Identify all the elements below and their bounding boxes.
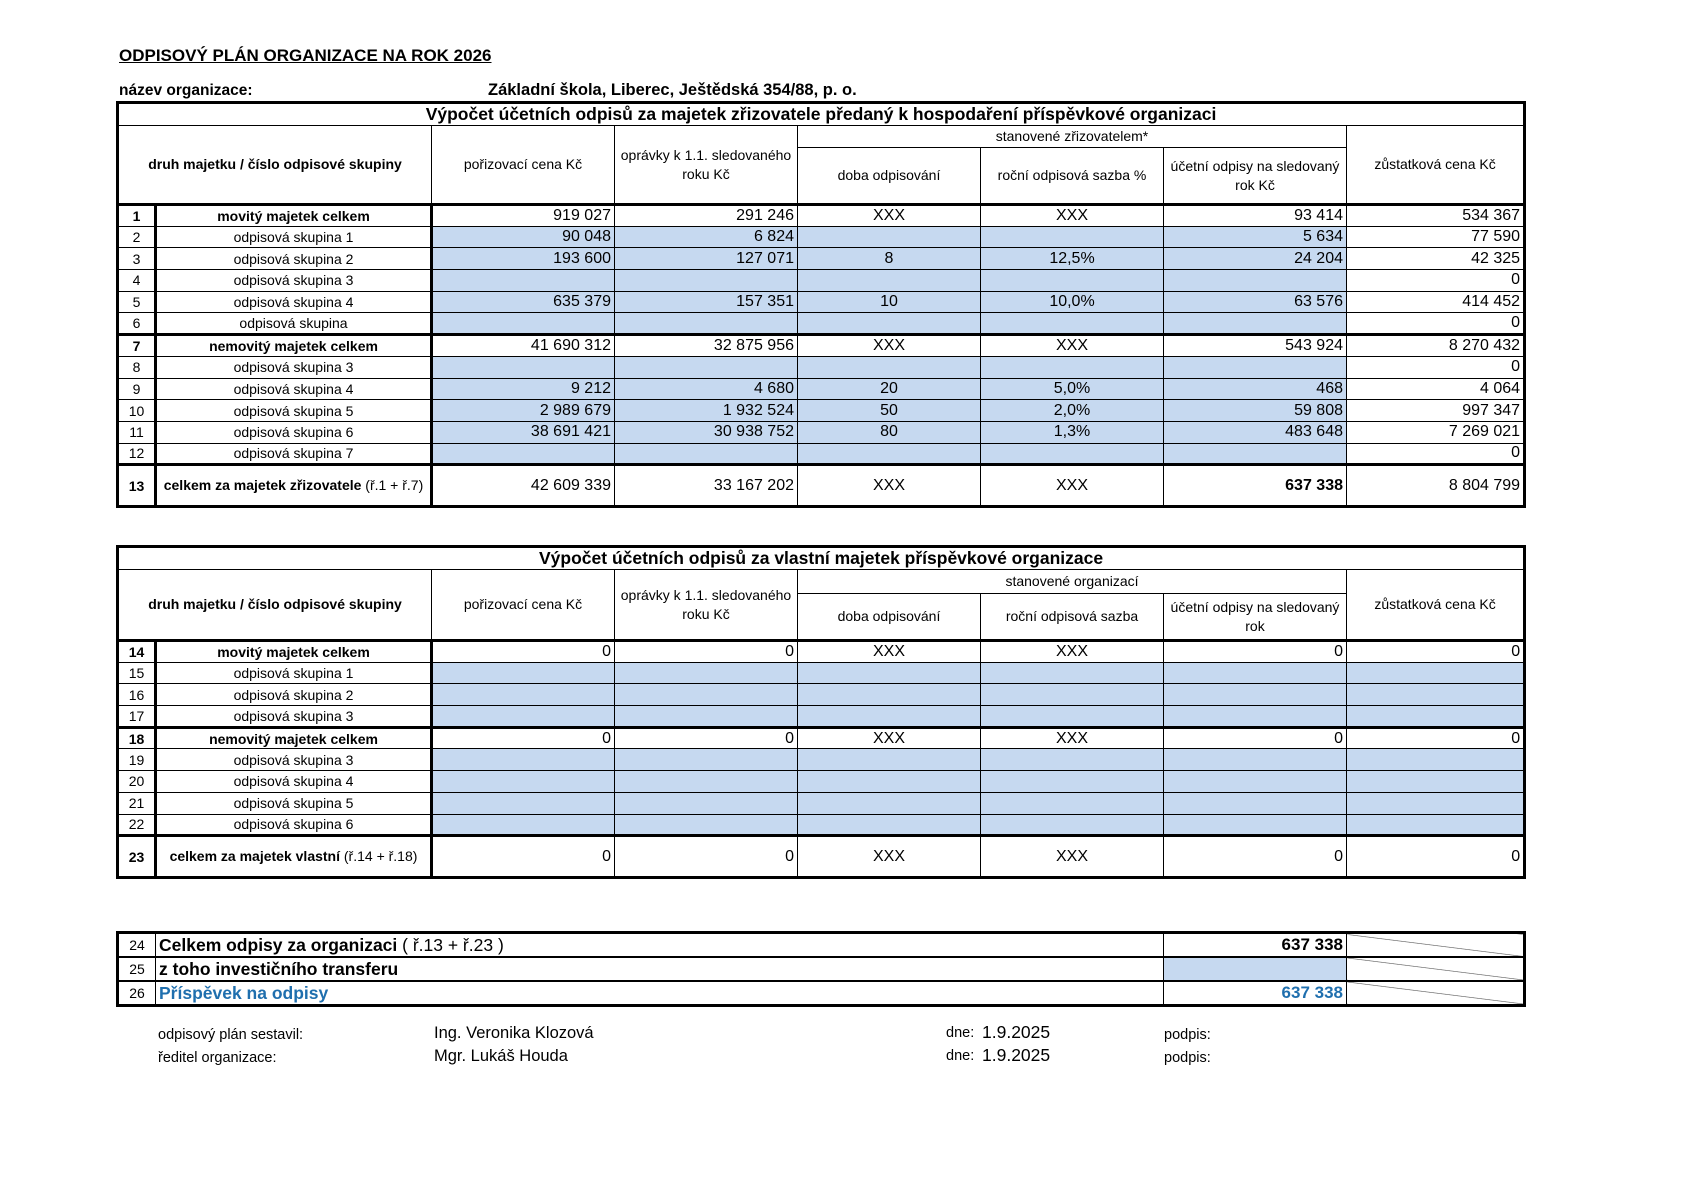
table-row (118, 641, 1525, 663)
accumulated-depreciation-cell: 0 (615, 641, 798, 663)
asset-kind: odpisová skupina 3 (156, 270, 432, 292)
header-depreciation-amount: účetní odpisy na sledovaný rok Kč (1164, 148, 1347, 205)
total-depreciation-value: 637 338 (1164, 933, 1347, 958)
table-row (118, 378, 1525, 400)
residual-value-cell: 997 347 (1347, 400, 1525, 422)
table-row (118, 291, 1525, 313)
depreciation-amount-cell[interactable] (1164, 749, 1347, 771)
asset-kind: odpisová skupina 4 (156, 291, 432, 313)
depreciation-amount-cell[interactable] (1164, 356, 1347, 378)
accumulated-depreciation-cell[interactable] (615, 814, 798, 836)
page-title: ODPISOVÝ PLÁN ORGANIZACE NA ROK 2026 (119, 46, 492, 65)
table-row (118, 443, 1525, 465)
depreciation-period-cell[interactable] (798, 313, 981, 335)
row-number: 10 (118, 400, 156, 422)
residual-value-cell[interactable] (1347, 662, 1525, 684)
acquisition-cost-cell[interactable] (432, 706, 615, 728)
crossed-cell (1347, 981, 1525, 1006)
asset-kind: odpisová skupina 1 (156, 662, 432, 684)
acquisition-cost-cell[interactable]: 9 212 (432, 378, 615, 400)
date-value: 1.9.2025 (982, 1045, 1051, 1065)
depreciation-amount-cell: 93 414 (1164, 205, 1347, 227)
date-value: 1.9.2025 (982, 1022, 1051, 1042)
header-accumulated-depreciation: oprávky k 1.1. sledovaného roku Kč (615, 570, 798, 641)
depreciation-amount-cell[interactable] (1164, 792, 1347, 814)
accumulated-depreciation-cell: 0 (615, 836, 798, 878)
accumulated-depreciation-cell[interactable] (615, 313, 798, 335)
acquisition-cost-cell: 919 027 (432, 205, 615, 227)
depreciation-amount-cell[interactable]: 483 648 (1164, 421, 1347, 443)
asset-kind: odpisová skupina 4 (156, 771, 432, 793)
row-number: 13 (118, 465, 156, 507)
annual-rate-cell[interactable]: 2,0% (981, 400, 1164, 422)
annual-rate-cell[interactable] (981, 662, 1164, 684)
date-label: dne: (946, 1048, 975, 1064)
depreciation-amount-cell[interactable]: 59 808 (1164, 400, 1347, 422)
row-number: 17 (118, 706, 156, 728)
depreciation-period-cell[interactable] (798, 792, 981, 814)
depreciation-period-cell[interactable]: 20 (798, 378, 981, 400)
header-set-by-founder: stanovené zřizovatelem* (798, 126, 1347, 148)
annual-rate-cell[interactable]: 12,5% (981, 248, 1164, 270)
depreciation-period-cell[interactable]: 8 (798, 248, 981, 270)
asset-kind: movitý majetek celkem (156, 205, 432, 227)
depreciation-period-cell[interactable] (798, 706, 981, 728)
acquisition-cost-cell[interactable] (432, 662, 615, 684)
annual-rate-cell[interactable] (981, 684, 1164, 706)
row-number: 3 (118, 248, 156, 270)
depreciation-period-cell: XXX (798, 641, 981, 663)
annual-rate-cell: XXX (981, 335, 1164, 357)
asset-kind: odpisová skupina 7 (156, 443, 432, 465)
header-depreciation-amount: účetní odpisy na sledovaný rok (1164, 594, 1347, 641)
acquisition-cost-cell[interactable]: 90 048 (432, 226, 615, 248)
asset-kind: odpisová skupina 2 (156, 684, 432, 706)
director-name: Mgr. Lukáš Houda (434, 1047, 568, 1065)
residual-value-cell: 8 804 799 (1347, 465, 1525, 507)
annual-rate-cell[interactable] (981, 270, 1164, 292)
row-number: 18 (118, 727, 156, 749)
date-label: dne: (946, 1025, 975, 1041)
acquisition-cost-cell[interactable] (432, 814, 615, 836)
investment-transfer-value[interactable] (1164, 957, 1347, 981)
asset-kind: odpisová skupina 6 (156, 421, 432, 443)
acquisition-cost-cell: 41 690 312 (432, 335, 615, 357)
asset-kind: odpisová skupina 1 (156, 226, 432, 248)
acquisition-cost-cell[interactable]: 38 691 421 (432, 421, 615, 443)
depreciation-amount-cell[interactable] (1164, 313, 1347, 335)
annual-rate-cell[interactable] (981, 356, 1164, 378)
asset-kind: odpisová skupina 3 (156, 356, 432, 378)
header-asset-kind: druh majetku / číslo odpisové skupiny (118, 126, 432, 205)
acquisition-cost-cell: 0 (432, 727, 615, 749)
depreciation-amount-cell[interactable] (1164, 270, 1347, 292)
depreciation-amount-cell[interactable]: 468 (1164, 378, 1347, 400)
asset-kind: odpisová skupina 3 (156, 749, 432, 771)
table-row (118, 400, 1525, 422)
annual-rate-cell[interactable] (981, 749, 1164, 771)
residual-value-cell: 4 064 (1347, 378, 1525, 400)
signature-label: podpis: (1164, 1050, 1211, 1066)
table-row (118, 205, 1525, 227)
residual-value-cell: 0 (1347, 356, 1525, 378)
own-assets-table (116, 545, 1526, 879)
residual-value-cell: 8 270 432 (1347, 335, 1525, 357)
acquisition-cost-cell[interactable]: 193 600 (432, 248, 615, 270)
accumulated-depreciation-cell: 33 167 202 (615, 465, 798, 507)
residual-value-cell: 534 367 (1347, 205, 1525, 227)
founder-assets-table (116, 101, 1526, 508)
row-number: 21 (118, 792, 156, 814)
compiled-by-name: Ing. Veronika Klozová (434, 1024, 594, 1042)
residual-value-cell: 0 (1347, 270, 1525, 292)
residual-value-cell: 0 (1347, 313, 1525, 335)
accumulated-depreciation-cell[interactable] (615, 270, 798, 292)
annual-rate-cell[interactable] (981, 313, 1164, 335)
residual-value-cell: 7 269 021 (1347, 421, 1525, 443)
asset-kind: odpisová skupina 3 (156, 706, 432, 728)
depreciation-contribution-value: 637 338 (1164, 981, 1347, 1006)
crossed-cell (1347, 957, 1525, 981)
row-number: 11 (118, 421, 156, 443)
annual-rate-cell: XXX (981, 641, 1164, 663)
table-row (118, 662, 1525, 684)
annual-rate-cell: XXX (981, 205, 1164, 227)
compiled-by-label: odpisový plán sestavil: (158, 1027, 304, 1043)
asset-kind: celkem za majetek vlastní (ř.14 + ř.18) (156, 836, 432, 878)
row-number: 4 (118, 270, 156, 292)
accumulated-depreciation-cell[interactable]: 127 071 (615, 248, 798, 270)
depreciation-amount-cell[interactable]: 24 204 (1164, 248, 1347, 270)
residual-value-cell: 0 (1347, 836, 1525, 878)
header-residual-value: zůstatková cena Kč (1347, 126, 1525, 205)
accumulated-depreciation-cell[interactable] (615, 356, 798, 378)
annual-rate-cell[interactable] (981, 706, 1164, 728)
residual-value-cell[interactable] (1347, 706, 1525, 728)
residual-value-cell: 42 325 (1347, 248, 1525, 270)
depreciation-amount-cell: 0 (1164, 836, 1347, 878)
annual-rate-cell[interactable]: 10,0% (981, 291, 1164, 313)
asset-kind: odpisová skupina 4 (156, 378, 432, 400)
row-number: 22 (118, 814, 156, 836)
residual-value-cell[interactable] (1347, 684, 1525, 706)
acquisition-cost-cell: 0 (432, 641, 615, 663)
asset-kind: nemovitý majetek celkem (156, 727, 432, 749)
annual-rate-cell[interactable]: 5,0% (981, 378, 1164, 400)
table-row (118, 706, 1525, 728)
row-number: 26 (118, 981, 156, 1006)
asset-kind: movitý majetek celkem (156, 641, 432, 663)
signature-label: podpis: (1164, 1027, 1211, 1043)
acquisition-cost-cell: 42 609 339 (432, 465, 615, 507)
depreciation-period-cell[interactable] (798, 270, 981, 292)
depreciation-period-cell[interactable] (798, 684, 981, 706)
residual-value-cell[interactable] (1347, 771, 1525, 793)
accumulated-depreciation-cell[interactable] (615, 443, 798, 465)
annual-rate-cell[interactable] (981, 771, 1164, 793)
asset-kind: odpisová skupina 6 (156, 814, 432, 836)
residual-value-cell: 0 (1347, 443, 1525, 465)
residual-value-cell[interactable] (1347, 749, 1525, 771)
asset-kind: odpisová skupina 5 (156, 792, 432, 814)
accumulated-depreciation-cell[interactable] (615, 706, 798, 728)
header-acquisition-cost: pořizovací cena Kč (432, 126, 615, 205)
depreciation-amount-cell[interactable] (1164, 443, 1347, 465)
row-number: 12 (118, 443, 156, 465)
row-number: 15 (118, 662, 156, 684)
annual-rate-cell: XXX (981, 836, 1164, 878)
depreciation-amount-cell[interactable] (1164, 814, 1347, 836)
annual-rate-cell: XXX (981, 465, 1164, 507)
depreciation-amount-cell: 0 (1164, 727, 1347, 749)
total-row (118, 465, 1525, 507)
row-number: 20 (118, 771, 156, 793)
residual-value-cell: 77 590 (1347, 226, 1525, 248)
summary-table (116, 931, 1526, 1007)
acquisition-cost-cell: 0 (432, 836, 615, 878)
table-row (118, 771, 1525, 793)
row-number: 5 (118, 291, 156, 313)
depreciation-period-cell: XXX (798, 727, 981, 749)
table-row (118, 421, 1525, 443)
header-set-by-organization: stanovené organizací (798, 570, 1347, 594)
table-row (118, 313, 1525, 335)
organization-name: Základní škola, Liberec, Ještědská 354/88, p. o. (488, 81, 857, 99)
accumulated-depreciation-cell[interactable] (615, 771, 798, 793)
annual-rate-cell[interactable]: 1,3% (981, 421, 1164, 443)
table-caption: Výpočet účetních odpisů za vlastní majetek příspěvkové organizace (118, 547, 1525, 570)
depreciation-period-cell[interactable] (798, 226, 981, 248)
header-annual-rate: roční odpisová sazba (981, 594, 1164, 641)
table-row (118, 749, 1525, 771)
investment-transfer-label: z toho investičního transferu (156, 957, 1164, 981)
acquisition-cost-cell[interactable] (432, 270, 615, 292)
row-number: 2 (118, 226, 156, 248)
depreciation-amount-cell[interactable] (1164, 662, 1347, 684)
asset-kind: odpisová skupina (156, 313, 432, 335)
accumulated-depreciation-cell: 32 875 956 (615, 335, 798, 357)
header-depreciation-period: doba odpisování (798, 594, 981, 641)
accumulated-depreciation-cell[interactable]: 4 680 (615, 378, 798, 400)
row-number: 1 (118, 205, 156, 227)
depreciation-amount-cell[interactable]: 63 576 (1164, 291, 1347, 313)
residual-value-cell[interactable] (1347, 814, 1525, 836)
depreciation-amount-cell: 543 924 (1164, 335, 1347, 357)
annual-rate-cell[interactable] (981, 226, 1164, 248)
depreciation-period-cell: XXX (798, 836, 981, 878)
accumulated-depreciation-cell: 291 246 (615, 205, 798, 227)
row-number: 14 (118, 641, 156, 663)
accumulated-depreciation-cell[interactable]: 157 351 (615, 291, 798, 313)
acquisition-cost-cell[interactable] (432, 771, 615, 793)
depreciation-period-cell[interactable] (798, 771, 981, 793)
header-annual-rate: roční odpisová sazba % (981, 148, 1164, 205)
depreciation-period-cell: XXX (798, 335, 981, 357)
annual-rate-cell[interactable] (981, 792, 1164, 814)
accumulated-depreciation-cell[interactable] (615, 749, 798, 771)
annual-rate-cell[interactable] (981, 814, 1164, 836)
acquisition-cost-cell[interactable] (432, 749, 615, 771)
row-number: 8 (118, 356, 156, 378)
depreciation-period-cell[interactable] (798, 443, 981, 465)
acquisition-cost-cell[interactable] (432, 443, 615, 465)
header-accumulated-depreciation: oprávky k 1.1. sledovaného roku Kč (615, 126, 798, 205)
residual-value-cell: 414 452 (1347, 291, 1525, 313)
row-number: 25 (118, 957, 156, 981)
depreciation-period-cell[interactable] (798, 749, 981, 771)
depreciation-period-cell[interactable] (798, 814, 981, 836)
depreciation-period-cell[interactable]: 10 (798, 291, 981, 313)
accumulated-depreciation-cell: 0 (615, 727, 798, 749)
table-caption: Výpočet účetních odpisů za majetek zřizovatele předaný k hospodaření příspěvkové organizaci (118, 103, 1525, 126)
accumulated-depreciation-cell[interactable]: 1 932 524 (615, 400, 798, 422)
accumulated-depreciation-cell[interactable] (615, 662, 798, 684)
residual-value-cell: 0 (1347, 641, 1525, 663)
crossed-cell (1347, 933, 1525, 958)
acquisition-cost-cell[interactable] (432, 313, 615, 335)
total-depreciation-label: Celkem odpisy za organizaci ( ř.13 + ř.23 ) (156, 933, 1164, 958)
asset-kind: odpisová skupina 2 (156, 248, 432, 270)
director-label: ředitel organizace: (158, 1050, 277, 1066)
accumulated-depreciation-cell[interactable] (615, 684, 798, 706)
organization-label: název organizace: (119, 82, 253, 99)
row-number: 24 (118, 933, 156, 958)
depreciation-contribution-label: Příspěvek na odpisy (156, 981, 1164, 1006)
table-row (118, 727, 1525, 749)
table-row (118, 356, 1525, 378)
row-number: 23 (118, 836, 156, 878)
header-residual-value: zůstatková cena Kč (1347, 570, 1525, 641)
depreciation-period-cell[interactable]: 50 (798, 400, 981, 422)
row-number: 19 (118, 749, 156, 771)
annual-rate-cell: XXX (981, 727, 1164, 749)
asset-kind: odpisová skupina 5 (156, 400, 432, 422)
header-asset-kind: druh majetku / číslo odpisové skupiny (118, 570, 432, 641)
total-row (118, 836, 1525, 878)
residual-value-cell: 0 (1347, 727, 1525, 749)
row-number: 9 (118, 378, 156, 400)
asset-kind: celkem za majetek zřizovatele (ř.1 + ř.7) (156, 465, 432, 507)
acquisition-cost-cell[interactable] (432, 684, 615, 706)
table-row (118, 226, 1525, 248)
acquisition-cost-cell[interactable] (432, 792, 615, 814)
acquisition-cost-cell[interactable] (432, 356, 615, 378)
table-row (118, 684, 1525, 706)
depreciation-period-cell[interactable] (798, 662, 981, 684)
depreciation-period-cell: XXX (798, 465, 981, 507)
residual-value-cell[interactable] (1347, 792, 1525, 814)
acquisition-cost-cell[interactable]: 635 379 (432, 291, 615, 313)
table-row (118, 335, 1525, 357)
depreciation-amount-cell[interactable]: 5 634 (1164, 226, 1347, 248)
acquisition-cost-cell[interactable]: 2 989 679 (432, 400, 615, 422)
depreciation-amount-cell: 0 (1164, 641, 1347, 663)
depreciation-amount-cell[interactable] (1164, 706, 1347, 728)
table-row (118, 270, 1525, 292)
table-row (118, 248, 1525, 270)
depreciation-amount-cell[interactable] (1164, 684, 1347, 706)
row-number: 7 (118, 335, 156, 357)
depreciation-period-cell: XXX (798, 205, 981, 227)
row-number: 6 (118, 313, 156, 335)
depreciation-period-cell[interactable] (798, 356, 981, 378)
table-row (118, 814, 1525, 836)
header-depreciation-period: doba odpisování (798, 148, 981, 205)
asset-kind: nemovitý majetek celkem (156, 335, 432, 357)
annual-rate-cell[interactable] (981, 443, 1164, 465)
depreciation-amount-cell: 637 338 (1164, 465, 1347, 507)
accumulated-depreciation-cell[interactable]: 6 824 (615, 226, 798, 248)
accumulated-depreciation-cell[interactable]: 30 938 752 (615, 421, 798, 443)
header-acquisition-cost: pořizovací cena Kč (432, 570, 615, 641)
table-row (118, 792, 1525, 814)
depreciation-period-cell[interactable]: 80 (798, 421, 981, 443)
accumulated-depreciation-cell[interactable] (615, 792, 798, 814)
row-number: 16 (118, 684, 156, 706)
depreciation-amount-cell[interactable] (1164, 771, 1347, 793)
